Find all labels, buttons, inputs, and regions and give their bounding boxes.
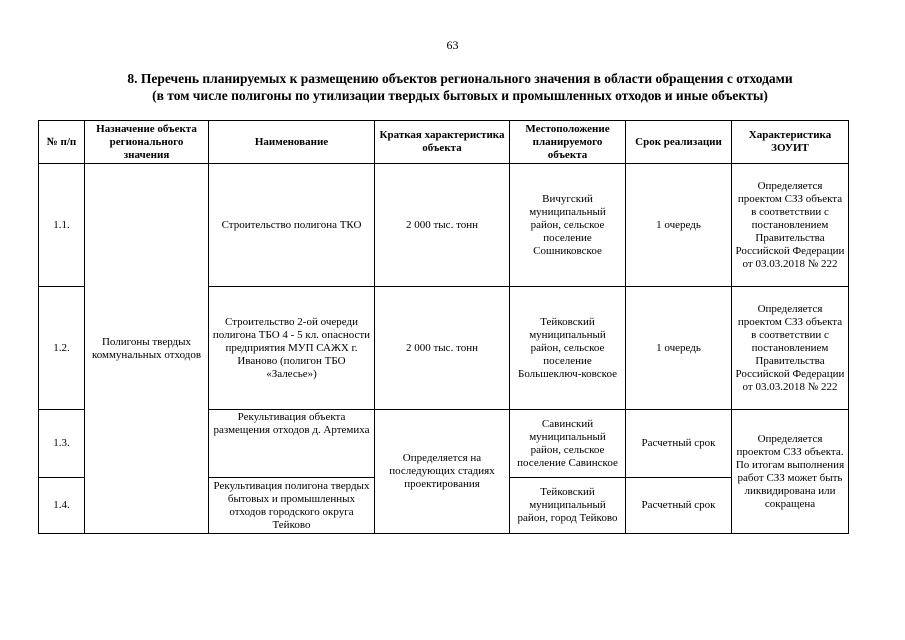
header-purpose: Назначение объекта регионального значения	[85, 121, 209, 164]
title-line-2: (в том числе полигоны по утилизации твердых бытовых и промышленных отходов и иные объекты)	[152, 88, 768, 103]
header-term: Срок реализации	[626, 121, 732, 164]
row-num: 1.1.	[39, 164, 85, 287]
row-zouit: Определяется проектом СЗЗ объекта в соответствии с постановлением Правительства Российской Федерации от 03.03.2018 № 222	[732, 164, 849, 287]
row-brief: 2 000 тыс. тонн	[375, 164, 510, 287]
row-num: 1.2.	[39, 287, 85, 410]
row-zouit: Определяется проектом СЗЗ объекта в соответствии с постановлением Правительства Российской Федерации от 03.03.2018 № 222	[732, 287, 849, 410]
row-location: Тейковский муниципальный район, город Тейково	[510, 478, 626, 534]
row-term: 1 очередь	[626, 164, 732, 287]
header-location: Местоположение планируемого объекта	[510, 121, 626, 164]
row-term: Расчетный срок	[626, 410, 732, 478]
header-name: Наименование	[209, 121, 375, 164]
row-num: 1.3.	[39, 410, 85, 478]
table-header-row	[39, 121, 849, 164]
row-name: Строительство полигона ТКО	[209, 164, 375, 287]
row-location: Савинский муниципальный район, сельское поселение Савинское	[510, 410, 626, 478]
table-row	[39, 164, 849, 287]
zouit-merged-cell: Определяется проектом СЗЗ объекта. По итогам выполнения работ СЗЗ может быть ликвидирована или сокращена	[732, 410, 849, 534]
row-name: Рекультивация полигона твердых бытовых и промышленных отходов городского округа Тейково	[209, 478, 375, 534]
row-location: Вичугский муниципальный район, сельское поселение Сошниковское	[510, 164, 626, 287]
document-title	[60, 70, 860, 104]
header-zouit: Характеристика ЗОУИТ	[732, 121, 849, 164]
row-location: Тейковский муниципальный район, сельское поселение Большеключ-ковское	[510, 287, 626, 410]
objects-table	[38, 120, 849, 534]
row-term: 1 очередь	[626, 287, 732, 410]
row-brief: 2 000 тыс. тонн	[375, 287, 510, 410]
row-name: Рекультивация объекта размещения отходов д. Артемиха	[209, 410, 375, 478]
row-num: 1.4.	[39, 478, 85, 534]
brief-merged-cell: Определяется на последующих стадиях проектирования	[375, 410, 510, 534]
page-number: 63	[446, 38, 459, 52]
row-name: Строительство 2-ой очереди полигона ТБО 4 - 5 кл. опасности предприятия МУП САЖХ г. Иваново (полигон ТБО «Залесье»)	[209, 287, 375, 410]
title-line-1: 8. Перечень планируемых к размещению объектов регионального значения в области обращения с отходами	[127, 71, 793, 86]
header-brief: Краткая характеристика объекта	[375, 121, 510, 164]
purpose-cell: Полигоны твердых коммунальных отходов	[85, 164, 209, 534]
header-num: № п/п	[39, 121, 85, 164]
row-term: Расчетный срок	[626, 478, 732, 534]
